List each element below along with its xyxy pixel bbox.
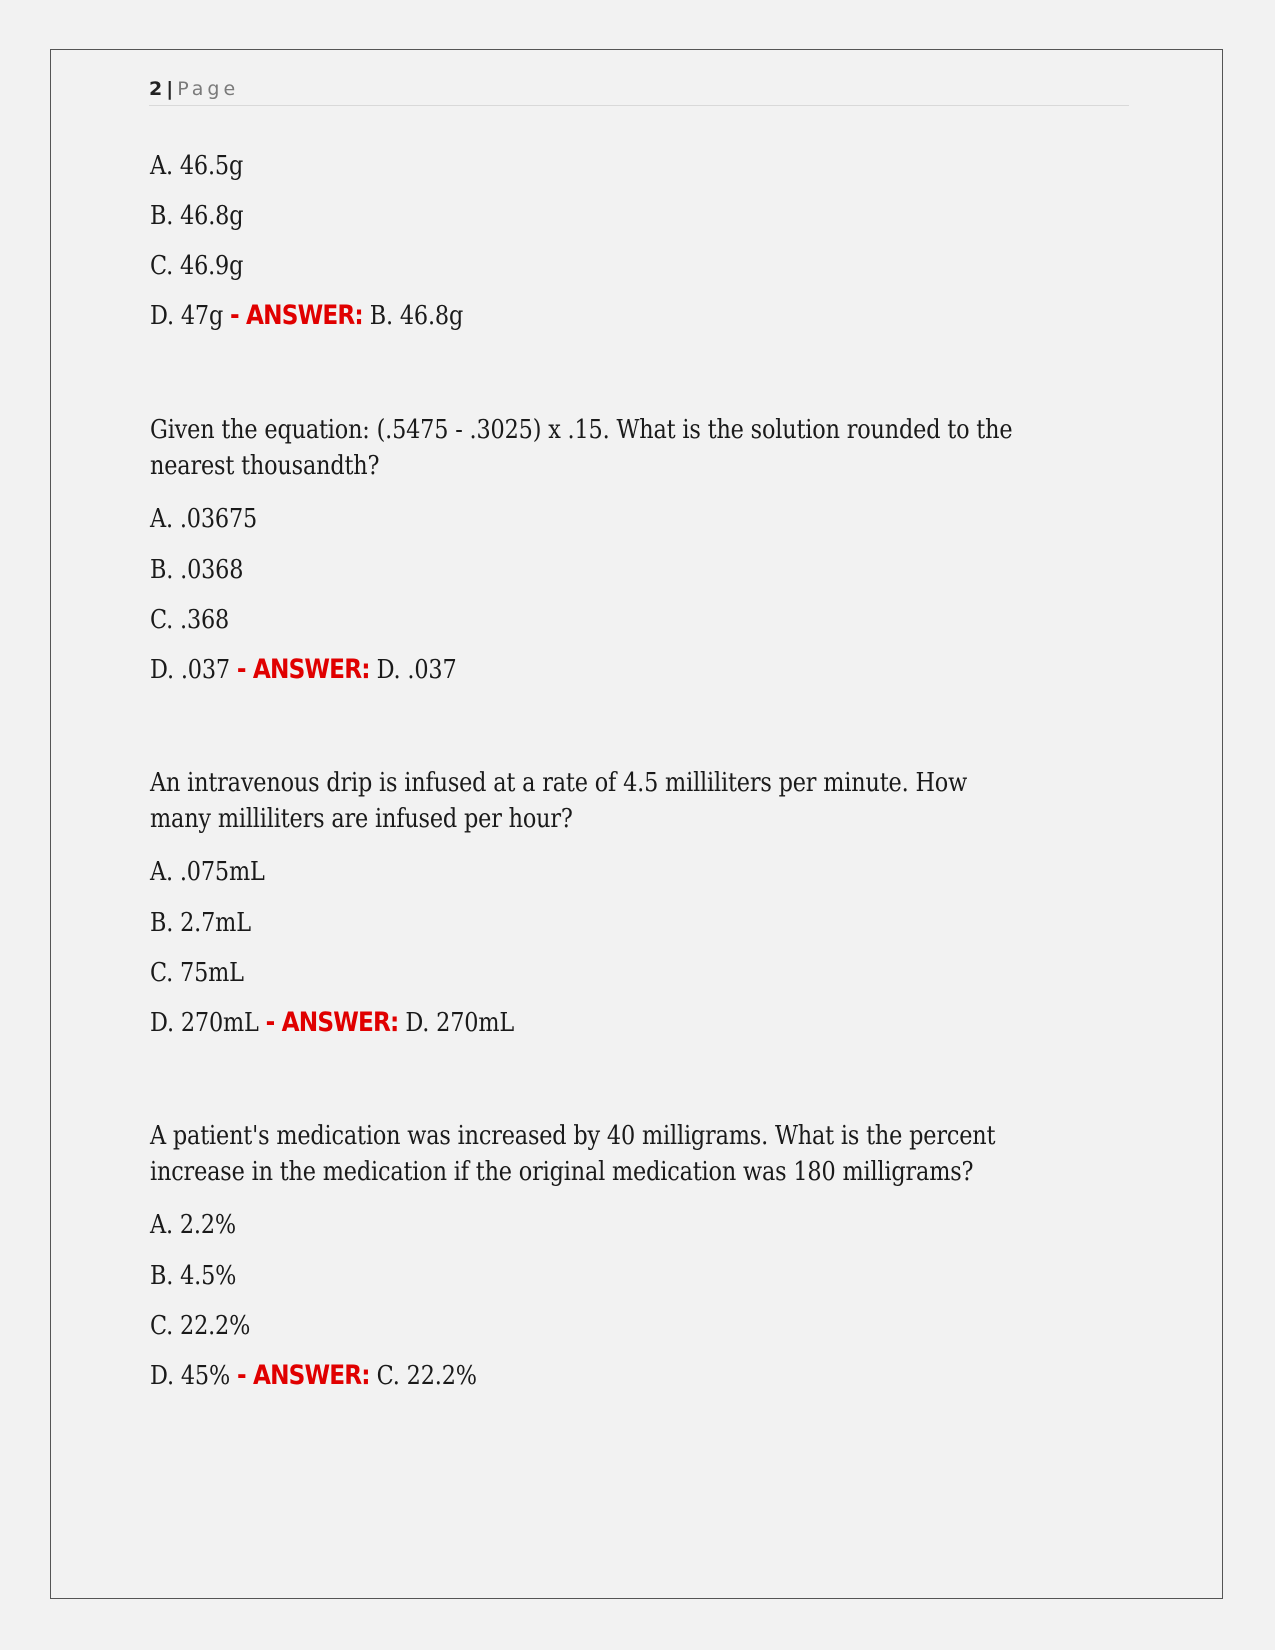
option-b: B. 2.7mL <box>150 908 251 938</box>
option-b: B. 46.8g <box>150 201 244 231</box>
option-a: A. .075mL <box>150 857 265 887</box>
answer-label: - ANSWER: <box>230 300 363 331</box>
option-d: D. .037 <box>150 655 230 685</box>
option-a: A. 46.5g <box>150 151 244 181</box>
option-c: C. 46.9g <box>150 251 244 281</box>
option-d-with-answer <box>150 298 463 334</box>
answer-value: D. 270mL <box>405 1008 515 1038</box>
answer-label: - ANSWER: <box>236 1360 370 1391</box>
option-c: C. .368 <box>150 605 230 635</box>
option-d: D. 45% <box>150 1361 231 1391</box>
option-b: B. 4.5% <box>150 1261 237 1291</box>
option-d: D. 47g <box>150 301 224 331</box>
page-number: 2 <box>149 78 163 100</box>
option-b: B. .0368 <box>150 555 244 585</box>
page-word: Page <box>177 78 240 100</box>
question-text: Given the equation: (.5475 - .3025) x .15. What is the solution rounded to the nearest thousandth? <box>150 415 1013 481</box>
option-a: A. 2.2% <box>150 1210 236 1240</box>
header-separator: | <box>166 78 174 100</box>
option-d-with-answer <box>150 1358 477 1394</box>
question-text: A patient's medication was increased by 40 milligrams. What is the percent increase in the medication if the original medication was 180 milligrams? <box>150 1121 996 1187</box>
option-d: D. 270mL <box>150 1008 259 1038</box>
option-a: A. .03675 <box>150 504 258 534</box>
option-c: C. 22.2% <box>150 1311 251 1341</box>
page-header <box>149 76 1129 106</box>
answer-value: B. 46.8g <box>369 301 464 331</box>
option-d-with-answer <box>150 652 457 688</box>
answer-label: - ANSWER: <box>265 1007 399 1038</box>
question-text: An intravenous drip is infused at a rate of 4.5 milliliters per minute. How many milliliters are infused per hour? <box>150 768 968 834</box>
answer-label: - ANSWER: <box>236 654 370 685</box>
option-c: C. 75mL <box>150 958 244 988</box>
answer-value: D. .037 <box>376 655 457 685</box>
option-d-with-answer <box>150 1005 514 1041</box>
answer-value: C. 22.2% <box>376 1361 477 1391</box>
